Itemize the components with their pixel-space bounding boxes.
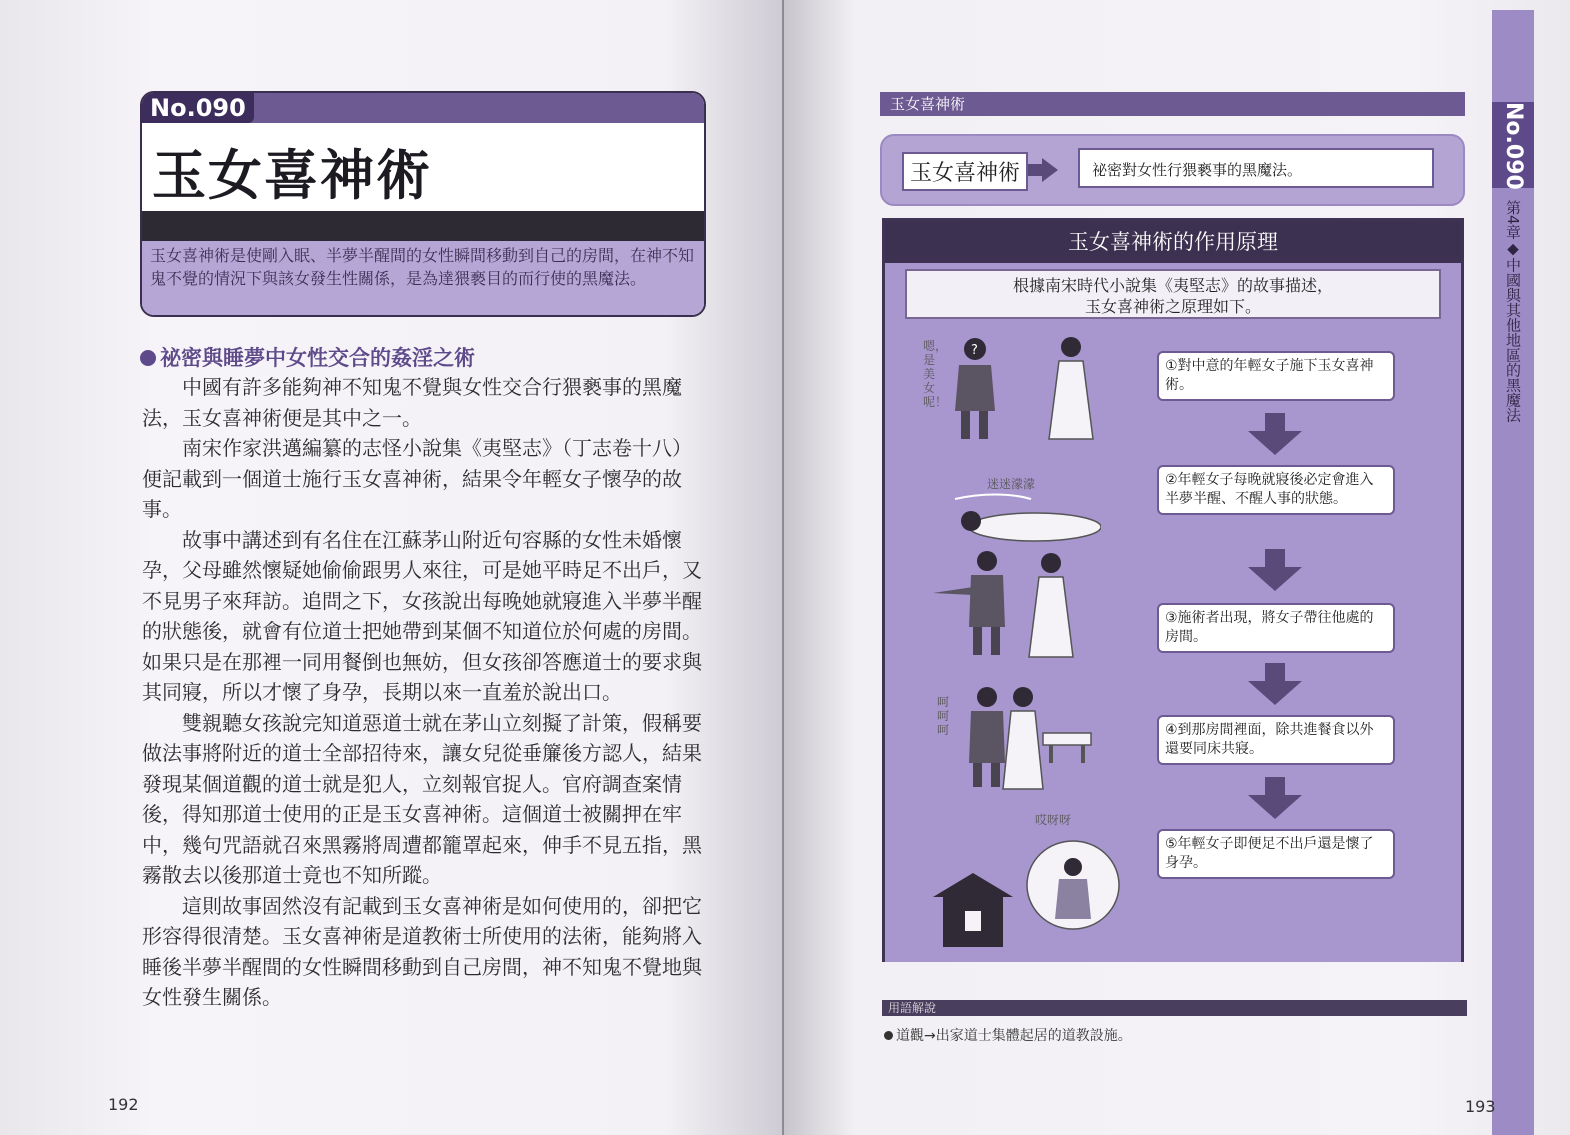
definition-box [880, 134, 1465, 206]
left-page [0, 0, 782, 1135]
step-4: ④到那房間裡面，除共進餐食以外還要同床共寢。 [1157, 715, 1395, 765]
paragraph: 雙親聽女孩說完知道惡道士就在茅山立刻擬了計策，假稱要做法事將附近的道士全部招待來，讓女兒從垂簾後方認人，結果發現某個道觀的道士就是犯人，立刻報官捉人。官府調查案情後，得知那道士使用的正是玉女喜神術。這個道士被關押在牢中，幾句咒語就召來黑霧將周遭都籠罩起來，伸手不見五指，黑霧散去以後那道士竟也不知所蹤。 [142, 710, 702, 887]
sleeping-woman-figure [951, 491, 1101, 547]
house-and-pregnant-woman-figure [933, 837, 1123, 955]
diagram-intro-line: 玉女喜神術之原理如下。 [1084, 297, 1261, 316]
title-divider [142, 211, 704, 241]
term-word: 道觀 [896, 1028, 924, 1044]
step-1: ①對中意的年輕女子施下玉女喜神術。 [1157, 351, 1395, 401]
header-strip: 玉女喜神術 [880, 92, 1465, 116]
section-heading-text: 祕密與睡夢中女性交合的姦淫之術 [160, 346, 475, 370]
priest-and-woman-figure [941, 333, 1101, 445]
figure-label: 迷迷濛濛 [987, 477, 1036, 491]
bullet-icon [884, 1031, 893, 1040]
step-5: ⑤年輕女子即便足不出戶還是懷了身孕。 [1157, 829, 1395, 879]
svg-text:?: ? [971, 343, 978, 358]
figure-label: 哎呀呀 [1035, 813, 1072, 827]
bullet-icon [140, 350, 156, 366]
definition-text: 祕密對女性行猥褻事的黑魔法。 [1078, 148, 1434, 188]
diagram-intro [905, 269, 1441, 319]
title-number-bar [142, 93, 704, 123]
term-definition: →出家道士集體起居的道教設施。 [924, 1028, 1132, 1044]
diagram-title: 玉女喜神術的作用原理 [885, 221, 1461, 263]
figure-label: 嗯，是美女呢！ [923, 339, 948, 409]
diagram-intro-line: 根據南宋時代小說集《夷堅志》的故事描述， [1012, 276, 1333, 295]
arrow-down-icon [1248, 777, 1302, 819]
couple-dining-figure [939, 683, 1099, 793]
title-box [140, 91, 706, 317]
paragraph: 南宋作家洪邁編纂的志怪小說集《夷堅志》（丁志卷十八）便記載到一個道士施行玉女喜神術，結果令年輕女子懷孕的故事。 [142, 436, 692, 521]
body-text [142, 372, 706, 1013]
arrow-down-icon [1248, 663, 1302, 705]
page-number-right: 193 [1465, 1097, 1496, 1116]
side-chapter-title: 第4章◆中國與其他地區的黑魔法 [1504, 200, 1522, 423]
step-2: ②年輕女子每晚就寢後必定會進入半夢半醒、不醒人事的狀態。 [1157, 465, 1395, 515]
arrow-down-icon [1248, 413, 1302, 455]
diagram [882, 218, 1464, 962]
priest-pointing-figure [933, 549, 1113, 661]
step-3: ③施術者出現，將女子帶往他處的房間。 [1157, 603, 1395, 653]
terms-header: 用語解說 [882, 1000, 1467, 1016]
arrow-right-icon [1042, 158, 1058, 182]
definition-term: 玉女喜神術 [902, 152, 1028, 191]
term-entry [884, 1025, 1132, 1045]
page-number-left: 192 [108, 1095, 139, 1114]
paragraph: 這則故事固然沒有記載到玉女喜神術是如何使用的，卻把它形容得很清楚。玉女喜神術是道教術士所使用的法術，能夠將入睡後半夢半醒間的女性瞬間移動到自己房間，神不知鬼不覺地與女性發生關係。 [142, 893, 702, 1009]
page-title: 玉女喜神術 [152, 144, 432, 207]
paragraph: 中國有許多能夠神不知鬼不覺與女性交合行猥褻事的黑魔法，玉女喜神術便是其中之一。 [142, 375, 682, 430]
entry-number: No.090 [142, 93, 254, 123]
section-heading [140, 342, 475, 372]
title-summary: 玉女喜神術是使剛入眠、半夢半醒間的女性瞬間移動到自己的房間，在神不知鬼不覺的情況下與該女發生性關係，是為達猥褻目的而行使的黑魔法。 [142, 241, 704, 315]
side-entry-number: No.090 [1492, 102, 1534, 188]
paragraph: 故事中講述到有名住在江蘇茅山附近句容縣的女性未婚懷孕，父母雖然懷疑她偷偷跟男人來往，可是她平時足不出戶，又不見男子來拜訪。追問之下，女孩說出每晚她就寢進入半夢半醒的狀態後，就會有位道士把她帶到某個不知道位於何處的房間。如果只是在那裡一同用餐倒也無妨，但女孩卻答應道士的要求與其同寢，所以才懷了身孕，長期以來一直羞於說出口。 [142, 527, 702, 704]
chapter-side-tab [1492, 10, 1534, 1135]
figure-label: 呵呵呵 [937, 695, 950, 737]
arrow-down-icon [1248, 549, 1302, 591]
diagram-body [885, 263, 1461, 962]
